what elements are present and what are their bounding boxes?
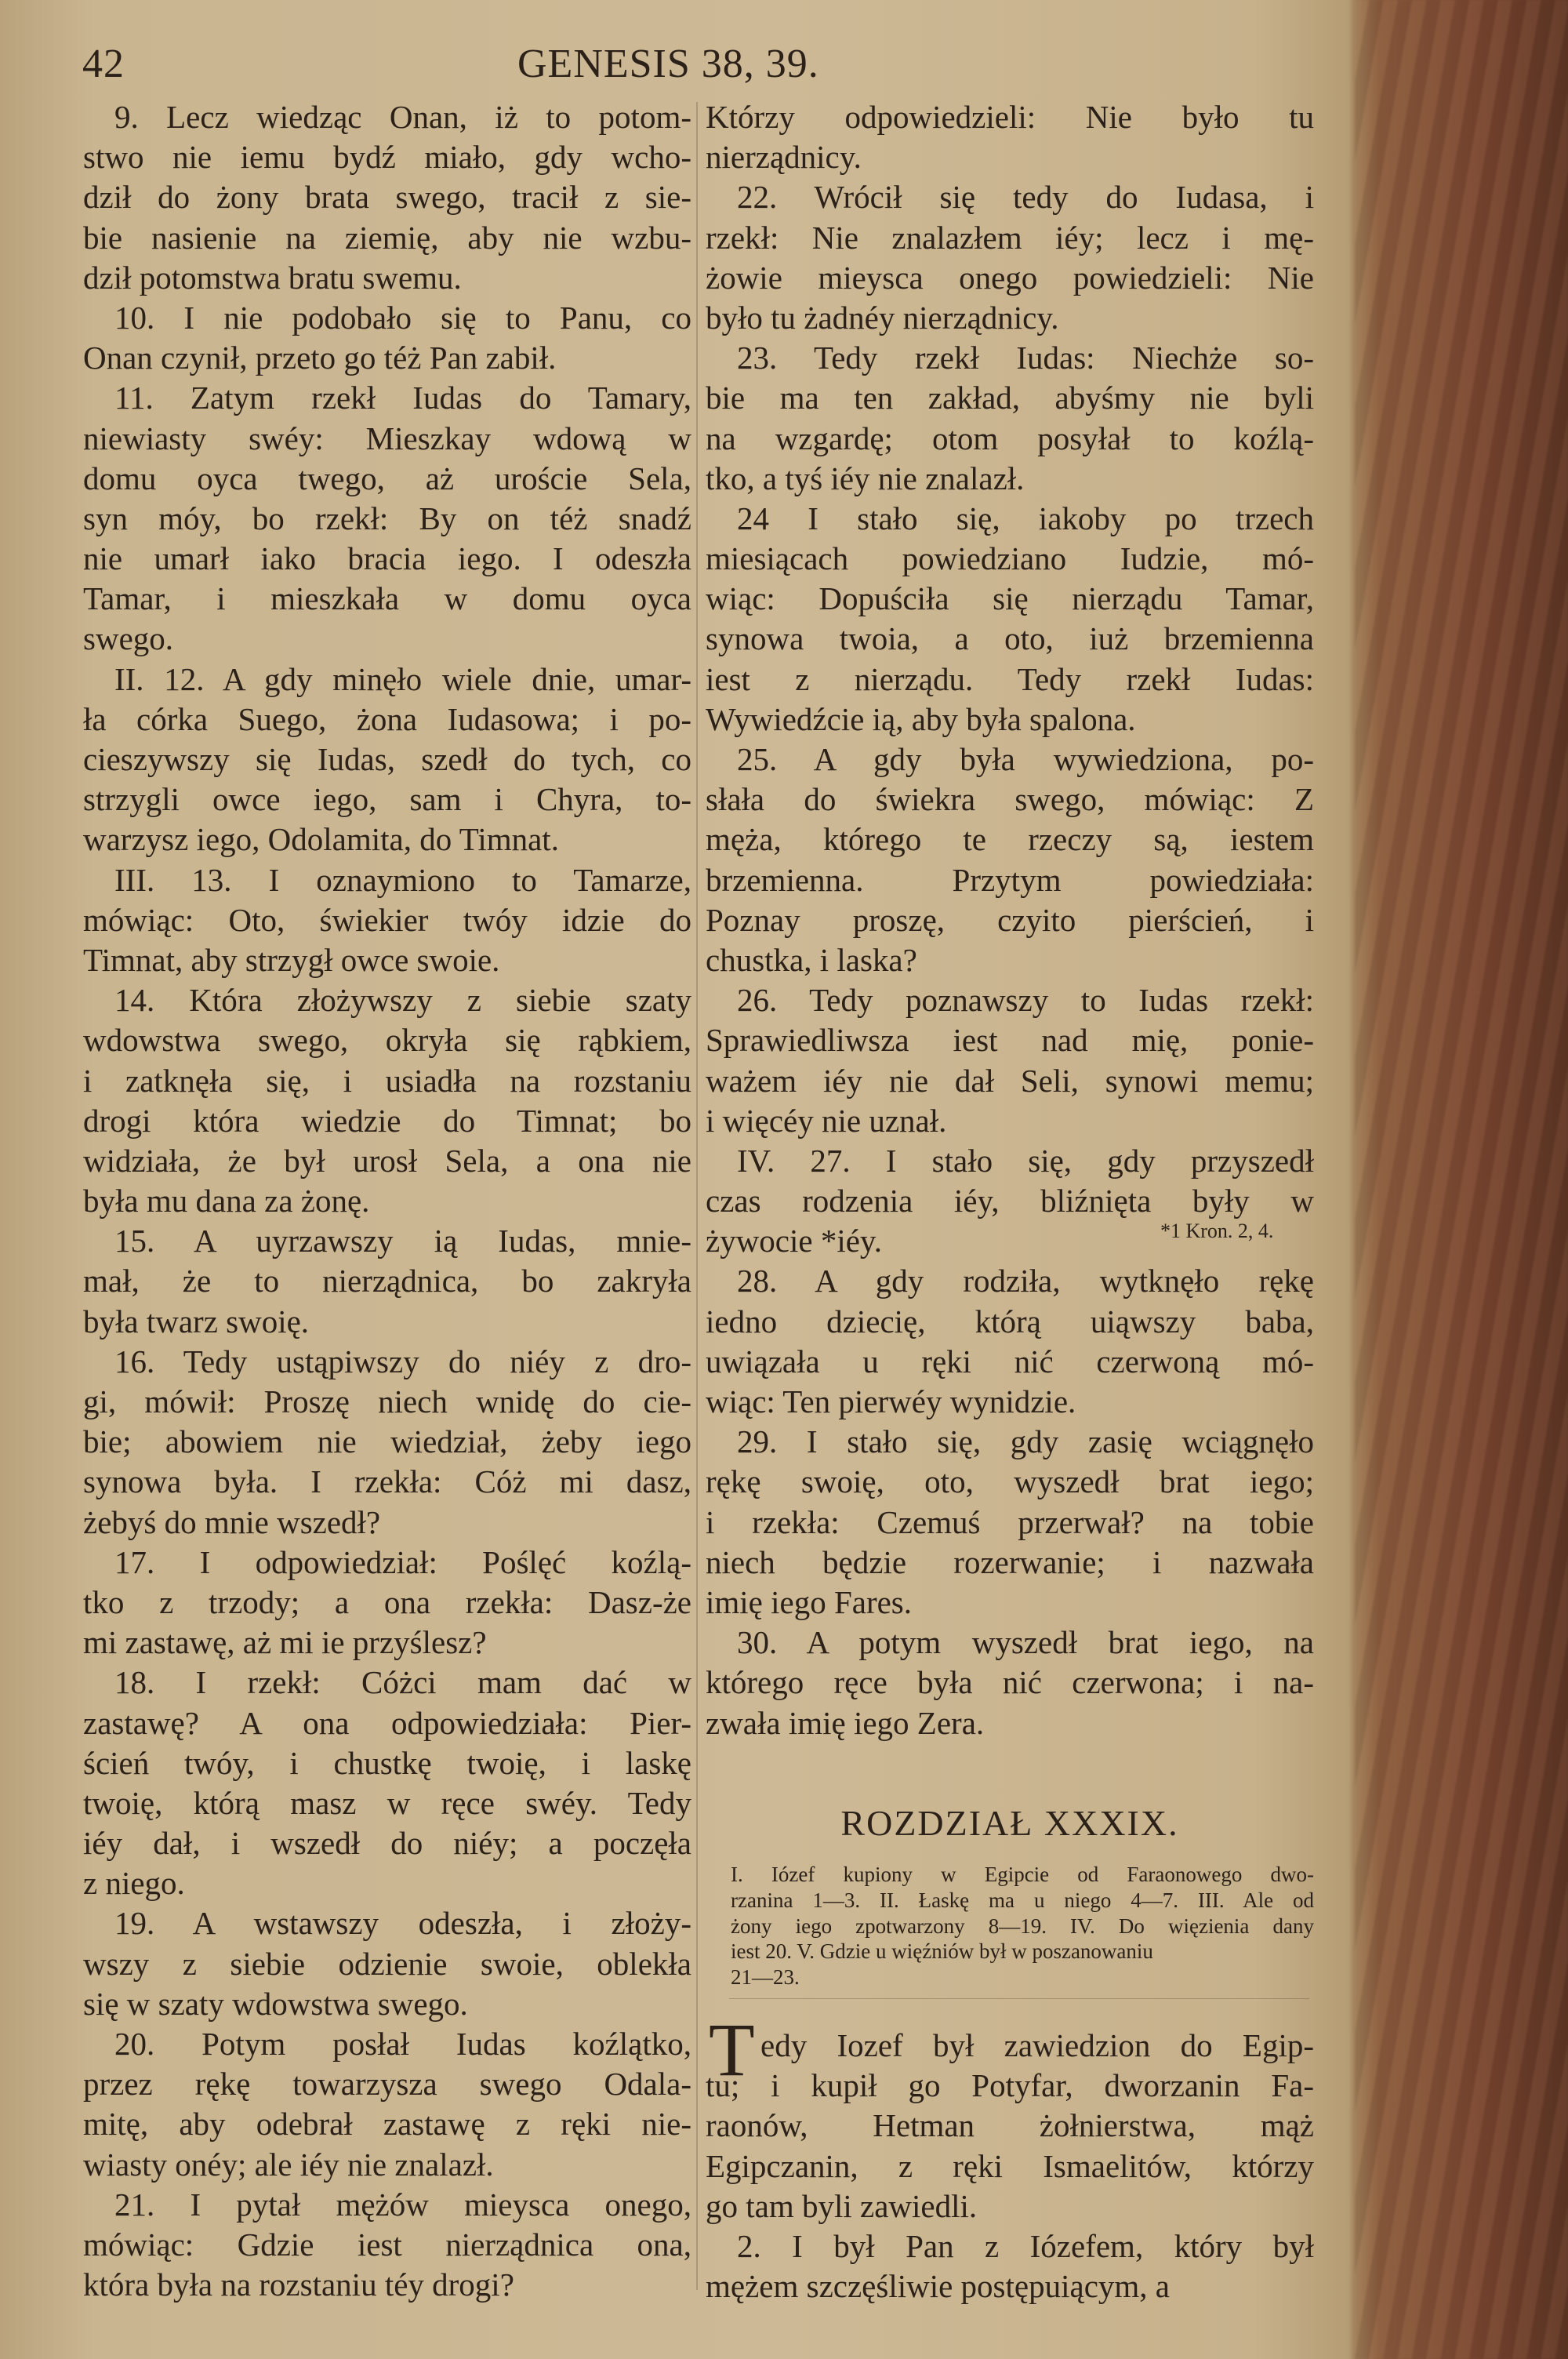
text-line: rzanina 1—3. II. Łaskę ma u niego 4—7. III. Ale od [731, 1888, 1314, 1912]
text-line: stwo nie iemu bydź miało, gdy wcho- [83, 139, 691, 176]
left-column [83, 97, 691, 2305]
text-line: rękę swoię, oto, wyszedł brat iego; [706, 1463, 1314, 1500]
text-line: żony iego zpotwarzony 8—19. IV. Do więzienia dany [731, 1914, 1314, 1938]
text-line: żebyś do mnie wszedł? [83, 1503, 381, 1540]
text-line: iéy dał, i wszedł do niéy; a poczęła [83, 1825, 691, 1862]
text-line: mówiąc: Gdzie iest nierządnica ona, [83, 2226, 691, 2263]
text-line: wdowstwa swego, okryła się rąbkiem, [83, 1022, 691, 1059]
text-line: Timnat, aby strzygł owce swoie. [83, 941, 500, 978]
text-line: była twarz swoię. [83, 1303, 310, 1339]
text-line: żywocie *iéy. [706, 1223, 883, 1259]
text-line: 21. I pytał mężów mieysca onego, [114, 2186, 691, 2223]
text-line: swego. [83, 620, 174, 657]
text-line: na wzgardę; otom posyłał to koźlą- [706, 420, 1314, 456]
text-line: ścień twóy, i chustkę twoię, i laskę [83, 1744, 691, 1781]
text-line: nierządnicy. [706, 139, 862, 176]
text-line: raonów, Hetman żołnierstwa, mąż [706, 2107, 1314, 2144]
right-column [706, 97, 1314, 1743]
text-line: imię iego Fares. [706, 1583, 913, 1620]
text-line: 21—23. [731, 1965, 800, 1990]
text-line: 18. I rzekł: Cóżci mam dać w [114, 1664, 691, 1701]
text-line: 11. Zatym rzekł Iudas do Tamary, [114, 380, 691, 416]
text-line: 28. A gdy rodziła, wytknęło rękę [737, 1263, 1314, 1299]
text-line: 22. Wrócił się tedy do Iudasa, i [737, 179, 1314, 216]
text-line: go tam byli zawiedli. [706, 2187, 978, 2224]
adjacent-page-edge [1355, 0, 1568, 2359]
text-line: zwała imię iego Zera. [706, 1704, 985, 1741]
text-line: Którzy odpowiedzieli: Nie było tu [706, 99, 1314, 135]
text-line: słała do świekra swego, mówiąc: Z [706, 781, 1314, 818]
footnote: *1 Kron. 2, 4. [1160, 1219, 1274, 1242]
text-line: iest z nierządu. Tedy rzekł Iudas: [706, 660, 1314, 697]
text-line: mitę, aby odebrał zastawę z ręki nie- [83, 2106, 691, 2143]
text-line: 9. Lecz wiedząc Onan, iż to potom- [114, 99, 691, 135]
running-title: GENESIS 38, 39. [517, 42, 819, 86]
text-line: przez rękę towarzysza swego Odala- [83, 2066, 691, 2103]
chapter-39-text [706, 2026, 1314, 2306]
text-line: zastawę? A ona odpowiedziała: Pier- [83, 1704, 691, 1741]
text-line: niewiasty swéy: Mieszkay wdową w [83, 420, 691, 456]
text-line: strzygli owce iego, sam i Chyra, to- [83, 781, 691, 818]
text-line: Egipczanin, z ręki Ismaelitów, którzy [706, 2147, 1314, 2184]
text-line: iest 20. V. Gdzie u więźniów był w poszanowaniu [731, 1939, 1153, 1964]
text-line: warzysz iego, Odolamita, do Timnat. [83, 821, 559, 858]
text-line: tko z trzody; a ona rzekła: Dasz-że [83, 1583, 691, 1620]
text-line: niech będzie rozerwanie; i nazwała [706, 1543, 1314, 1580]
text-line: 25. A gdy była wywiedziona, po- [737, 741, 1314, 777]
text-line: 23. Tedy rzekł Iudas: Niechże so- [737, 340, 1314, 376]
text-line: uwiązała u ręki nić czerwoną mó- [706, 1343, 1314, 1379]
text-line: bie nasienie na ziemię, aby nie wzbu- [83, 219, 691, 256]
text-line: Poznay proszę, czyito pierścień, i [706, 901, 1314, 938]
page-number: 42 [82, 42, 125, 86]
text-line: wiąc: Dopuściła się nierządu Tamar, [706, 580, 1314, 617]
text-line: i więcéy nie uznał. [706, 1102, 947, 1139]
summary-rule [729, 1998, 1309, 1999]
text-line: 26. Tedy poznawszy to Iudas rzekł: [737, 982, 1314, 1019]
text-line: iedno dziecię, którą uiąwszy baba, [706, 1303, 1314, 1339]
text-line: którego ręce była nić czerwona; i na- [706, 1664, 1314, 1701]
text-line: synowa była. I rzekła: Cóż mi dasz, [83, 1463, 691, 1500]
text-line: drogi która wiedzie do Timnat; bo [83, 1102, 691, 1139]
text-line: brzemienna. Przytym powiedziała: [706, 861, 1314, 898]
text-line: 17. I odpowiedział: Poślęć koźlą- [114, 1543, 691, 1580]
text-line: było tu żadnéy nierządnicy. [706, 299, 1059, 336]
text-line: z niego. [83, 1865, 185, 1902]
text-line: 15. A uyrzawszy ią Iudas, mnie- [114, 1223, 691, 1259]
text-line: 19. A wstawszy odeszła, i złoży- [114, 1905, 691, 1942]
drop-cap: T [709, 2008, 755, 2092]
text-line: twoię, którą masz w ręce swéy. Tedy [83, 1784, 691, 1821]
text-line: chustka, i laska? [706, 941, 917, 978]
text-line: która była na rozstaniu téy drogi? [83, 2266, 514, 2303]
text-line: widziała, że był urosł Sela, a ona nie [83, 1142, 691, 1179]
chapter-summary [731, 1862, 1314, 1990]
text-line: I. Iózef kupiony w Egipcie od Faraonowego dwo- [731, 1863, 1314, 1886]
text-line: miesiącach powiedziano Iudzie, mó- [706, 540, 1314, 577]
text-line: dził potomstwa bratu swemu. [83, 259, 462, 296]
text-line: 20. Potym posłał Iudas koźlątko, [114, 2026, 691, 2062]
text-line: mówiąc: Oto, świekier twóy idzie do [83, 901, 691, 938]
text-line: Onan czynił, przeto go téż Pan zabił. [83, 340, 557, 376]
text-line: wiasty onéy; ale iéy nie znalazł. [83, 2146, 494, 2183]
text-line: się w szaty wdowstwa swego. [83, 1985, 468, 2022]
text-line: mi zastawę, aż mi ie przyślesz? [83, 1624, 487, 1661]
text-line: IV. 27. I stało się, gdy przyszedł [737, 1142, 1314, 1179]
text-line: 10. I nie podobało się to Panu, co [114, 299, 691, 336]
text-line: mał, że to nierządnica, bo zakryła [83, 1263, 691, 1299]
text-line: tko, a tyś iéy nie znalazł. [706, 460, 1025, 496]
text-line: edy Iozef był zawiedzion do Egip- [760, 2027, 1314, 2063]
text-line: 24 I stało się, iakoby po trzech [737, 500, 1314, 536]
text-line: Tamar, i mieszkała w domu oyca [83, 580, 691, 617]
text-line: domu oyca twego, aż uroście Sela, [83, 460, 691, 496]
text-line: mężem szczęśliwie postępuiącym, a [706, 2268, 1170, 2305]
text-line: nie umarł iako bracia iego. I odeszła [83, 540, 691, 577]
text-line: 16. Tedy ustąpiwszy do niéy z dro- [114, 1343, 691, 1379]
text-line: dził do żony brata swego, tracił z sie- [83, 179, 691, 216]
text-line: 2. I był Pan z Iózefem, który był [737, 2227, 1314, 2264]
text-line: wszy z siebie odzienie swoie, oblekła [83, 1945, 691, 1982]
text-line: była mu dana za żonę. [83, 1183, 370, 1219]
text-line: II. 12. A gdy minęło wiele dnie, umar- [114, 660, 691, 697]
text-line: czas rodzenia iéy, bliźnięta były w [706, 1183, 1314, 1219]
text-line: 29. I stało się, gdy zasię wciągnęło [737, 1423, 1314, 1460]
text-line: 14. Która złożywszy z siebie szaty [114, 982, 691, 1019]
text-line: i zatknęła się, i usiadła na rozstaniu [83, 1062, 691, 1099]
chapter-title: ROZDZIAŁ XXXIX. [840, 1803, 1179, 1843]
text-line: synowa twoia, a oto, iuż brzemienna [706, 620, 1314, 657]
text-line: wiąc: Ten pierwéy wynidzie. [706, 1383, 1076, 1419]
text-line: tu; i kupił go Potyfar, dworzanin Fa- [706, 2067, 1314, 2104]
text-line: ważem iéy nie dał Seli, synowi memu; [706, 1062, 1314, 1099]
column-divider [696, 102, 698, 2290]
text-line: żowie mieysca onego powiedzieli: Nie [706, 259, 1314, 296]
text-line: i rzekła: Czemuś przerwał? na tobie [706, 1503, 1314, 1540]
text-line: gi, mówił: Proszę niech wnidę do cie- [83, 1383, 691, 1419]
text-line: Wywiedźcie ią, aby była spalona. [706, 700, 1136, 737]
text-line: męża, którego te rzeczy są, iestem [706, 821, 1314, 858]
text-line: rzekł: Nie znalazłem iéy; lecz i mę- [706, 219, 1314, 256]
text-line: bie ma ten zakład, abyśmy nie byli [706, 380, 1314, 416]
text-line: cieszywszy się Iudas, szedł do tych, co [83, 741, 691, 777]
text-line: 30. A potym wyszedł brat iego, na [737, 1624, 1314, 1661]
text-line: syn móy, bo rzekł: By on téż snadź [83, 500, 691, 536]
text-line: III. 13. I oznaymiono to Tamarze, [114, 861, 691, 898]
text-line: ła córka Suego, żona Iudasowa; i po- [83, 700, 691, 737]
text-line: Sprawiedliwsza iest nad mię, ponie- [706, 1022, 1314, 1059]
text-line: bie; abowiem nie wiedział, żeby iego [83, 1423, 691, 1460]
